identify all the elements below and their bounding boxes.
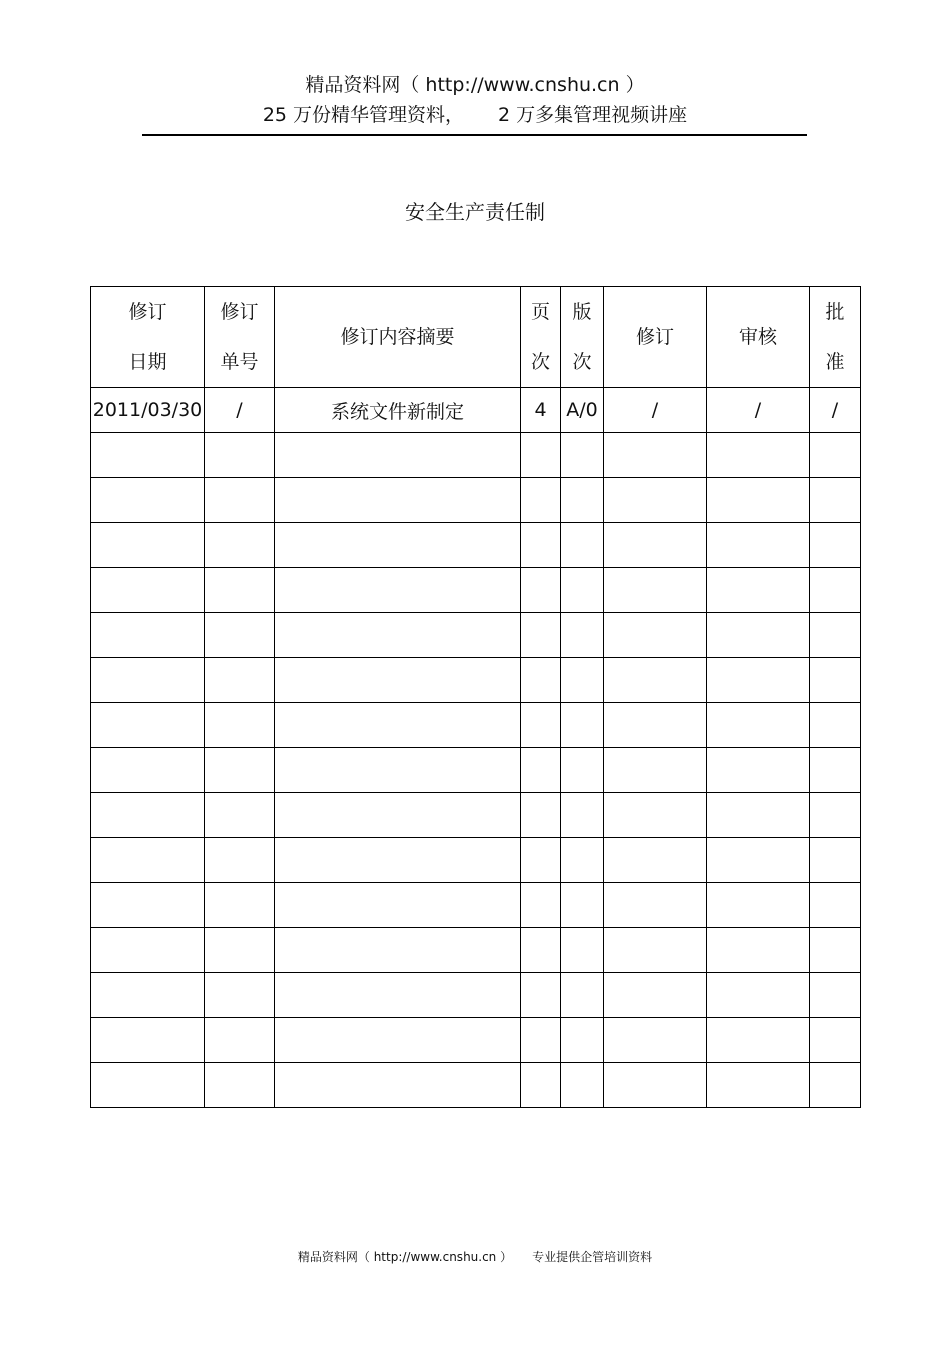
- empty-cell: [91, 523, 205, 568]
- empty-cell: [604, 523, 707, 568]
- empty-cell: [707, 793, 810, 838]
- empty-cell: [810, 928, 861, 973]
- empty-cell: [604, 613, 707, 658]
- empty-cell: [521, 793, 561, 838]
- empty-cell: [604, 433, 707, 478]
- empty-cell: [275, 1063, 521, 1108]
- empty-cell: [521, 433, 561, 478]
- empty-cell: [604, 568, 707, 613]
- table-row: [91, 838, 861, 883]
- empty-cell: [561, 613, 604, 658]
- empty-cell: [91, 433, 205, 478]
- table-row: [91, 568, 861, 613]
- table-row: [91, 793, 861, 838]
- table-row: [91, 388, 861, 433]
- empty-cell: [275, 973, 521, 1018]
- table-row: [91, 1018, 861, 1063]
- empty-cell: [810, 1063, 861, 1108]
- empty-cell: [707, 973, 810, 1018]
- page-header: [0, 70, 950, 130]
- empty-cell: [810, 613, 861, 658]
- empty-cell: [604, 658, 707, 703]
- empty-cell: [275, 838, 521, 883]
- empty-cell: [561, 478, 604, 523]
- empty-cell: [521, 973, 561, 1018]
- empty-cell: [810, 973, 861, 1018]
- empty-cell: [205, 793, 275, 838]
- empty-cell: [205, 838, 275, 883]
- empty-cell: [275, 703, 521, 748]
- table-row: [91, 478, 861, 523]
- empty-cell: [521, 613, 561, 658]
- empty-cell: [91, 793, 205, 838]
- empty-cell: [707, 568, 810, 613]
- empty-cell: [707, 658, 810, 703]
- empty-cell: [561, 928, 604, 973]
- empty-cell: [561, 1063, 604, 1108]
- empty-cell: [561, 703, 604, 748]
- empty-cell: [810, 523, 861, 568]
- empty-cell: [205, 478, 275, 523]
- empty-cell: [810, 703, 861, 748]
- footer-tagline: 专业提供企管培训资料: [532, 1250, 653, 1264]
- empty-cell: [604, 1018, 707, 1063]
- empty-cell: [521, 1018, 561, 1063]
- empty-cell: [91, 883, 205, 928]
- empty-cell: [521, 523, 561, 568]
- header-revised-by: 修订: [604, 287, 707, 388]
- empty-cell: [604, 478, 707, 523]
- empty-cell: [91, 478, 205, 523]
- table-row: [91, 523, 861, 568]
- empty-cell: [521, 478, 561, 523]
- empty-cell: [561, 748, 604, 793]
- empty-cell: [561, 883, 604, 928]
- empty-cell: [561, 838, 604, 883]
- empty-cell: [275, 793, 521, 838]
- empty-cell: [810, 568, 861, 613]
- empty-cell: [707, 748, 810, 793]
- empty-cell: [707, 613, 810, 658]
- header-site-line: 精品资料网（ http://www.cnshu.cn ）: [305, 74, 645, 96]
- cell-number: /: [205, 388, 275, 433]
- empty-cell: [561, 658, 604, 703]
- empty-cell: [707, 928, 810, 973]
- header-revision-date: 修订 日期: [91, 287, 205, 388]
- cell-revised: /: [604, 388, 707, 433]
- document-title: 安全生产责任制: [405, 200, 545, 224]
- empty-cell: [561, 523, 604, 568]
- table-header-row: [91, 287, 861, 388]
- table-row: [91, 433, 861, 478]
- empty-cell: [521, 1063, 561, 1108]
- empty-cell: [521, 838, 561, 883]
- header-reviewed-by: 审核: [707, 287, 810, 388]
- empty-cell: [205, 973, 275, 1018]
- empty-cell: [521, 883, 561, 928]
- header-slogan-part1: 25 万份精华管理资料，: [262, 104, 465, 126]
- empty-cell: [707, 433, 810, 478]
- empty-cell: [205, 1018, 275, 1063]
- empty-cell: [810, 883, 861, 928]
- empty-cell: [707, 838, 810, 883]
- empty-cell: [604, 928, 707, 973]
- empty-cell: [205, 433, 275, 478]
- empty-cell: [810, 748, 861, 793]
- empty-cell: [707, 1018, 810, 1063]
- empty-cell: [205, 658, 275, 703]
- empty-cell: [275, 883, 521, 928]
- empty-cell: [205, 523, 275, 568]
- header-divider: [142, 134, 807, 136]
- empty-cell: [275, 748, 521, 793]
- empty-cell: [561, 433, 604, 478]
- table-row: [91, 928, 861, 973]
- empty-cell: [604, 973, 707, 1018]
- empty-cell: [205, 1063, 275, 1108]
- header-page: 页 次: [521, 287, 561, 388]
- empty-cell: [275, 568, 521, 613]
- footer-site: 精品资料网（ http://www.cnshu.cn ）: [297, 1250, 513, 1264]
- header-approved-by: 批 准: [810, 287, 861, 388]
- table-row: [91, 658, 861, 703]
- empty-cell: [561, 1018, 604, 1063]
- table-row: [91, 613, 861, 658]
- empty-cell: [91, 928, 205, 973]
- empty-cell: [521, 748, 561, 793]
- table-row: [91, 973, 861, 1018]
- table-row: [91, 1063, 861, 1108]
- revision-table: [90, 286, 861, 1108]
- cell-reviewed: /: [707, 388, 810, 433]
- empty-cell: [521, 703, 561, 748]
- empty-cell: [205, 928, 275, 973]
- empty-cell: [205, 883, 275, 928]
- empty-cell: [810, 793, 861, 838]
- header-slogan-line: [0, 100, 950, 130]
- empty-cell: [604, 838, 707, 883]
- header-slogan-part2: 2 万多集管理视频讲座: [498, 104, 688, 126]
- empty-cell: [604, 703, 707, 748]
- empty-cell: [810, 838, 861, 883]
- empty-cell: [707, 1063, 810, 1108]
- empty-cell: [275, 613, 521, 658]
- empty-cell: [521, 658, 561, 703]
- cell-version: A/0: [561, 388, 604, 433]
- empty-cell: [91, 973, 205, 1018]
- header-revision-summary: 修订内容摘要: [275, 287, 521, 388]
- empty-cell: [275, 478, 521, 523]
- cell-date: 2011/03/30: [91, 388, 205, 433]
- empty-cell: [604, 793, 707, 838]
- empty-cell: [561, 973, 604, 1018]
- empty-cell: [810, 433, 861, 478]
- empty-cell: [521, 568, 561, 613]
- header-revision-number: 修订 单号: [205, 287, 275, 388]
- empty-cell: [521, 928, 561, 973]
- empty-cell: [91, 613, 205, 658]
- empty-cell: [707, 703, 810, 748]
- header-version: 版 次: [561, 287, 604, 388]
- empty-cell: [91, 658, 205, 703]
- empty-cell: [561, 793, 604, 838]
- empty-cell: [91, 568, 205, 613]
- empty-cell: [275, 523, 521, 568]
- empty-cell: [810, 1018, 861, 1063]
- table-row: [91, 703, 861, 748]
- empty-cell: [91, 1018, 205, 1063]
- empty-cell: [205, 613, 275, 658]
- cell-approved: /: [810, 388, 861, 433]
- empty-cell: [205, 568, 275, 613]
- empty-cell: [604, 748, 707, 793]
- empty-cell: [205, 703, 275, 748]
- empty-cell: [604, 1063, 707, 1108]
- cell-summary: 系统文件新制定: [275, 388, 521, 433]
- table-row: [91, 748, 861, 793]
- empty-cell: [707, 883, 810, 928]
- empty-cell: [91, 748, 205, 793]
- empty-cell: [275, 658, 521, 703]
- empty-cell: [275, 433, 521, 478]
- empty-cell: [205, 748, 275, 793]
- empty-cell: [707, 478, 810, 523]
- empty-cell: [91, 703, 205, 748]
- empty-cell: [707, 523, 810, 568]
- empty-cell: [275, 928, 521, 973]
- cell-page: 4: [521, 388, 561, 433]
- empty-cell: [91, 838, 205, 883]
- empty-cell: [275, 1018, 521, 1063]
- empty-cell: [91, 1063, 205, 1108]
- empty-cell: [561, 568, 604, 613]
- empty-cell: [810, 478, 861, 523]
- page-footer: [0, 1248, 950, 1265]
- empty-cell: [604, 883, 707, 928]
- empty-cell: [810, 658, 861, 703]
- table-row: [91, 883, 861, 928]
